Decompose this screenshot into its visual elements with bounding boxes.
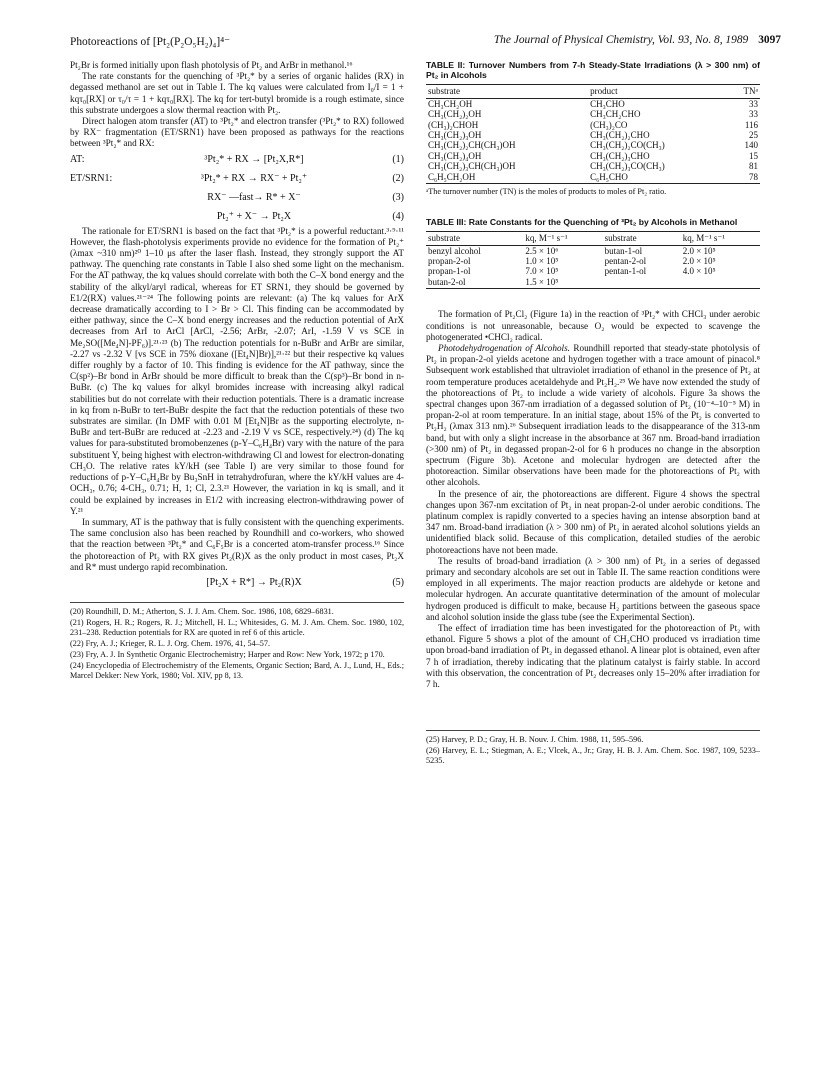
paragraph: The rationale for ET/SRN1 is based on the fact that ³Pt₂* is a powerful reductant.³·⁹·¹¹ However, the flash-photolysis experiments provide no evidence for the formation of Pt₂⁺ (λmax ~310 nm)²⁰ 1–10 μs after the laser flash. Instead, they strongly support the AT pathway. The quenching rate constants in Table I also shed some light on the mechanism. For the AT pathway, the kq values should correlate with both the C–X bond energy and the stability of the alkyl/aryl radical, whereas for ET SRN1, they should be governed by E1/2(RX) values.²¹⁻²⁴ The following points are relevant: (a) The kq values for ArX decrease dramatically according to I > Br > Cl. This finding can be accommodated by either pathway, since the C–X bond energy increases and the reduction potential of ArX decreases from ArI to ArCl [ArCl, -2.56; ArBr, -2.07; ArI, -1.59 V vs SCE in Me₂SO([Me₄N]-PF₆)].²¹·²³ (b) The reduction potentials for n-BuBr and ArBr are similar, -2.27 vs -2.32 V [vs SCE in 75% dioxane ([Et₄N]Br)],²¹·²² but their respective kq values differ roughly by a factor of 10. This finding is evidence for the AT pathway, since the C(sp²)–Br bond in ArBr should be more difficult to break than the C(sp³)–Br bond in n-BuBr. (c) The kq values for alkyl bromides increase with increasing alkyl radical stabilities but do not correlate with their reduction potentials. There is a dramatic increase in kq from n-BuBr to tert-BuBr despite the fact that the reduction potentials of these two substrates are similar. (In DMF with 0.01 M [Et₄N]Br as the supporting electrolyte, n-BuBr and tert-BuBr are reduced at -2.23 and -2.19 V vs SCE, respectively.²⁴) (d) The kq values for para-substituted bromobenzenes (p-Y–C₆H₄Br) vary with the nature of the para substituent Y, being highest with electron-withdrawing Cl and lowest for electron-donating CH₃O. The relative rates kY/kH (see Table I) are very similar to those found for reductions of p-Y–C₆H₄Br by Bu₃SnH in tetrahydrofuran, where the kY/kH values are 4-OCH₃, 0.76; 4-CH₃, 0.71; H, 1; Cl, 2.3.²¹ However, the variation in kq is small, and it could be explained by increases in E1/2 with increasing electron-withdrawing power of Y.²¹ <box>70 225 405 516</box>
equation-5: [Pt₂X + R*] → Pt₂(R)X (5) <box>206 576 404 588</box>
reference: (26) Harvey, E. L.; Stiegman, A. E.; Vlcek, A., Jr.; Gray, H. B. J. Am. Chem. Soc. 1987, 109, 5233–5235. <box>426 746 760 766</box>
table-row: C₆H₅CH₂OH C₆H₅CHO 78 <box>428 171 758 182</box>
paragraph: Direct halogen atom transfer (AT) to ³Pt₂* and electron transfer (³Pt₂* to RX) followed by RX⁻ fragmentation (ET/SRN1) have been proposed as pathways for the reactions between ³Pt₂* and RX: <box>70 116 404 149</box>
table-row: CH₃(CH₂)₄OH CH₃(CH₂)₃CHO 15 <box>428 150 758 161</box>
table-row: (CH₃)₂CHOH (CH₃)₂CO 116 <box>428 119 758 130</box>
table-row: CH₃(CH₂)₃CH(CH₃)OH CH₃(CH₂)₃CO(CH₃) 81 <box>428 161 758 172</box>
equation-3: RX⁻ —fast→ R* + X⁻ (3) <box>207 191 404 203</box>
reference: (23) Fry, A. J. In Synthetic Organic Electrochemistry; Harper and Row: New York, 1972; p 170. <box>70 649 385 659</box>
equation-4: Pt₂⁺ + X⁻ → Pt₂X (4) <box>216 210 404 222</box>
table-row: CH₃(CH₂)₂CH(CH₃)OH CH₃(CH₂)₂CO(CH₃) 140 <box>428 140 758 151</box>
header-journal: The Journal of Physical Chemistry, Vol. 93, No. 8, 1989 3097 <box>493 34 781 46</box>
left-column <box>70 60 404 767</box>
right-column <box>426 60 760 767</box>
paragraph: Photodehydrogenation of Alcohols. Roundhill reported that steady-state photolysis of Pt₂ in propan-2-ol yields acetone and hydrogen together with a trace amount of pinacol.⁸ Subsequent work established that ultraviolet irradiation of ethanol in the presence of Pt₂ at room temperature produces acetaldehyde and Pt₂H₂.²⁵ We have now extended the study of the photoreactions of Pt₂ to include a wide variety of alcohols. Figure 3a shows the spectral changes upon 367-nm irradiation of a degassed solution of Pt₂ (10⁻⁴–10⁻⁵ M) in propan-2-ol at room temperature. In an initial stage, about 15% of the Pt₂ is converted to Pt₂H₂ (λmax 313 nm).²⁶ Subsequent irradiation leads to the disappearance of the 313-nm band, but with only a slight increase in the absorbance at 367 nm. Broad-band irradiation (>300 nm) of Pt₂ in degassed propan-2-ol for 6 h produces no change in the absorption spectrum (Figure 3b). Acetone and molecular hydrogen are detected after the photoreaction. Similar observations have been made for the photoreactions of Pt₂ with other alcohols. <box>426 342 761 488</box>
table-row: CH₃(CH₂)₂OH CH₃CH₂CHO 33 <box>428 109 758 120</box>
table-row: benzyl alcohol 2.5 × 10⁶ butan-1-ol 2.0 × 10⁵ <box>428 245 716 256</box>
table-header: substrate <box>426 232 523 245</box>
page-number: 3097 <box>758 34 781 46</box>
running-header <box>70 34 781 50</box>
table-2 <box>426 84 760 184</box>
reference: (22) Fry, A. J.; Krieger, R. L. J. Org. Chem. 1976, 41, 54–57. <box>70 638 271 648</box>
table-2-footnote: ᵃThe turnover number (TN) is the moles of products to moles of Pt₂ ratio. <box>426 187 667 197</box>
paragraph: The results of broad-band irradiation (λ > 300 nm) of Pt₂ in a series of degassed primary and secondary alcohols are set out in Table II. The same reaction conditions were employed in all experiments. The major reaction products are aldehyde or ketone and molecular hydrogen. An accurate quantitative determination of the amount of molecular hydrogen produced is difficult to make, because H₂ partitions between the gaseous space and alcohol solution inside the glass tube (see the Experimental Section). <box>426 555 760 622</box>
table-header: substrate <box>426 85 588 98</box>
paragraph: In summary, AT is the pathway that is fully consistent with the quenching experiments. The same conclusion also has been reached by Roundhill and co-workers, who showed that the reaction between ³Pt₂* and C₆F₅Br is a concerted atom-transfer process.¹⁶ Since the photoreaction of Pt₂ with RX gives Pt₂(R)X as the only product in most cases, Pt₂X and R* must undergo rapid recombination. <box>70 516 404 572</box>
reference: (21) Rogers, H. R.; Rogers, R. J.; Mitchell, H. L.; Whitesides, G. M. J. Am. Chem. Soc. 1980, 102, 231–238. Reduction potentials for RX are quoted in ref 6 of this article. <box>70 617 404 637</box>
table-header: substrate <box>603 232 681 245</box>
table-3 <box>426 231 760 289</box>
table-row: CH₃(CH₂)₃OH CH₃(CH₂)₂CHO 25 <box>428 130 758 141</box>
table-row: butan-2-ol 1.5 × 10⁵ <box>426 277 760 289</box>
section-heading: Photodehydrogenation of Alcohols. <box>438 342 570 353</box>
paragraph: The formation of Pt₂Cl₂ (Figure 1a) in the reaction of ³Pt₂* with CHCl₃ under aerobic conditions is not unreasonable, because O₂ would be expected to scavenge the photogenerated •CHCl₂ radical. <box>426 309 760 342</box>
equation-2: ET/SRN1: ³Pt₂* + RX → RX⁻ + Pt₂⁺ (2) <box>70 172 404 184</box>
table-row: CH₃CH₂OH CH₃CHO 33 <box>428 98 758 109</box>
table-2-caption: TABLE II: Turnover Numbers from 7-h Steady-State Irradiations (λ > 300 nm) of Pt₂ in Alcohols <box>426 60 760 81</box>
references-left <box>70 602 404 681</box>
paragraph: Pt₂Br is formed initially upon flash photolysis of Pt₂ and ArBr in methanol.¹⁶ <box>70 60 353 70</box>
reference: (25) Harvey, P. D.; Gray, H. B. Nouv. J. Chim. 1988, 11, 595–596. <box>426 735 644 745</box>
table-header: kq, M⁻¹ s⁻¹ <box>523 232 602 245</box>
table-header: product <box>588 85 727 98</box>
paragraph: In the presence of air, the photoreactions are different. Figure 4 shows the spectral changes upon 367-nm excitation of Pt₂ in neat propan-2-ol under aerobic conditions. The platinum complex is rapidly converted to a species having an intense absorption band at 347 nm. Broad-band irradiation (λ > 300 nm) of Pt₂ in aerated alcohol solutions yields an unidentified black solid. Because of this complication, detailed studies of the aerobic photoreactions have not been made. <box>426 488 760 555</box>
references-right <box>426 730 760 766</box>
equation-1: AT: ³Pt₂* + RX → [Pt₂X,R*] (1) <box>70 153 404 165</box>
reference: (20) Roundhill, D. M.; Atherton, S. J. J. Am. Chem. Soc. 1986, 108, 6829–6831. <box>70 606 334 616</box>
table-row: propan-2-ol 1.0 × 10⁵ pentan-2-ol 2.0 × 10⁵ <box>428 256 716 267</box>
header-left-title: Photoreactions of [Pt₂(P₂O₅H₂)₄]⁴⁻ <box>70 36 231 48</box>
paragraph: The effect of irradiation time has been investigated for the photoreaction of Pt₂ with ethanol. Figure 5 shows a plot of the amount of CH₃CHO produced vs irradiation time upon broad-band irradiation of Pt₂ in degassed ethanol. A linear plot is obtained, even after 7 h of irradiation, thereby indicating that the platinum catalyst is fairly stable. In accord with this observation, the concentration of Pt₂ decreases only 15–20% after irradiation for 7 h. <box>426 622 760 689</box>
table-3-caption: TABLE III: Rate Constants for the Quenching of ³Pt₂ by Alcohols in Methanol <box>426 217 738 228</box>
paragraph: The rate constants for the quenching of ³Pt₂* by a series of organic halides (RX) in degassed methanol are set out in Table I. The kq values were calculated from I₀/I = 1 + kqτ₀[RX] or τ₀/τ = 1 + kqτ₀[RX]. The kq for tert-butyl bromide is a rough estimate, since this substrate undergoes a slow thermal reaction with Pt₂. <box>70 71 404 115</box>
table-row: propan-1-ol 7.0 × 10⁵ pentan-1-ol 4.0 × 10⁵ <box>428 266 716 277</box>
table-header: TNᵃ <box>727 85 760 98</box>
table-header: kq, M⁻¹ s⁻¹ <box>681 232 760 245</box>
reference: (24) Encyclopedia of Electrochemistry of the Elements, Organic Section; Bard, A. J., Lund, H., Eds.; Marcel Dekker: New York, 1980; Vol. XIV, pp 8, 13. <box>70 660 404 680</box>
